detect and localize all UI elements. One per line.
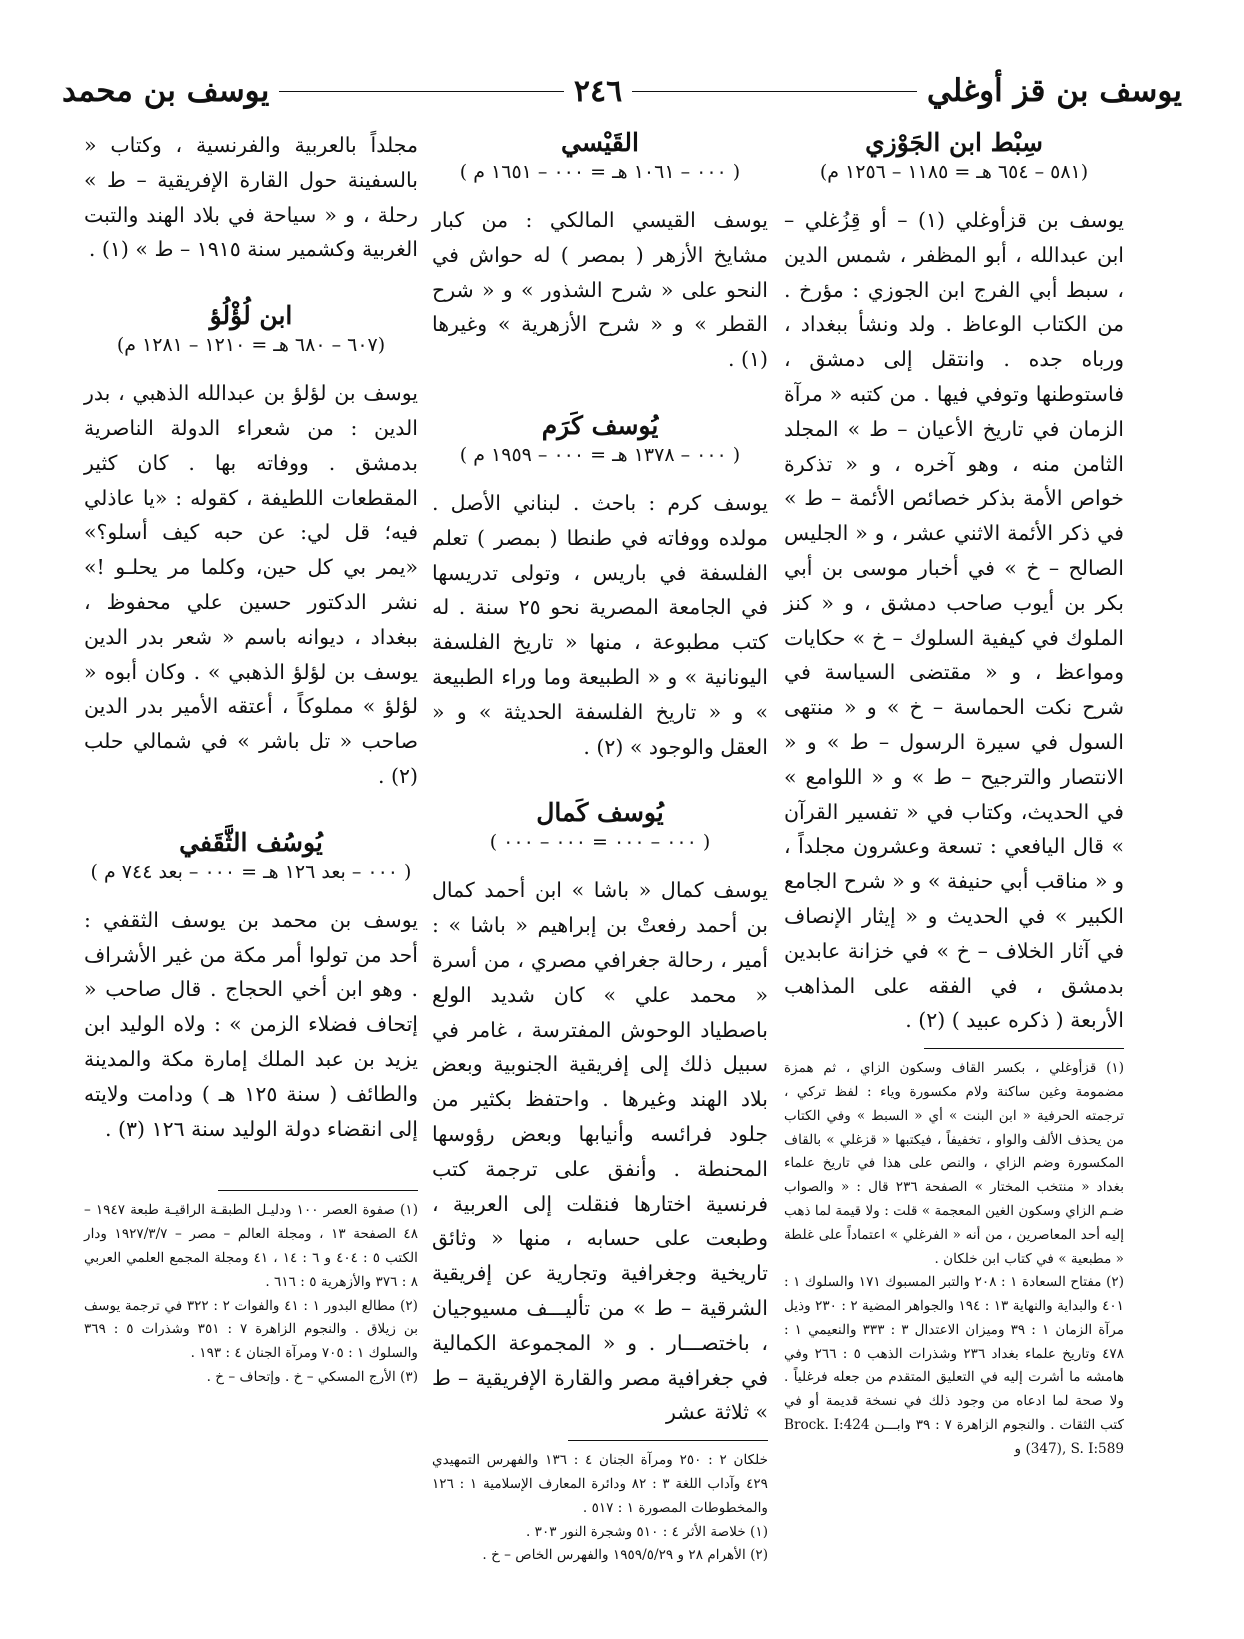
page-header [62,68,1182,114]
entry-title: القَيْسي [561,128,639,157]
entry-dates: (٦٠٧ – ٦٨٠ هـ = ١٢١٠ – ١٢٨١ م) [116,334,386,357]
footnotes [784,1057,1124,1462]
entry-title: يُوسف كَرَم [541,410,659,440]
column-left [84,128,418,1390]
footnote: (٣) الأرج المسكي – خ . وإتحاف – خ . [206,1368,418,1385]
entry-body: مجلداً بالعربية والفرنسية ، وكتاب « بالسفينة حول القارة الإفريقية – ط » رحلة ، و « سياحة في بلاد الهند والتبت الغربية وكشمير سنة ١٩١٥ – ط » (١) . [84,133,418,262]
footnote: (١) خلاصة الأثر ٤ : ٥١٠ وشجرة النور ٣٠٣ . [525,1523,768,1540]
footnote: (١) قزأوغلي ، بكسر القاف وسكون الزاي ، ثم همزة مضمومة وغين ساكنة ولام مكسورة وياء : لفظ تركي ، ترجمته الحرفية « ابن البنت » أي « السبط » وفي الكتاب من يحذف الألف والواو ، تخفيفاً ، فيكتبها « قزغلي » بالقاف المكسورة وضم الزاي ، والنص على هذا في تاريخ علماء بغداد « منتخب المختار » الصفحة ٢٣٦ قال : « والصواب ضـم الزاي وسكون الغين المعجمة » قلت : ولا قيمة لما ذهب إليه أحد المعاصرين ، من أنه « الفرغلي » اعتماداً على غلطة « مطبعية » في كتاب ابن خلكان . [784,1060,1124,1267]
header-rule [632,91,917,92]
page-number: ٢٤٦ [573,73,623,109]
column-right [784,128,1124,1462]
column-middle [432,128,768,1568]
header-left-title: يوسف بن محمد [62,73,270,109]
entry-body: يوسف كمال « باشا » ابن أحمد كمال بن أحمد رفعتْ بن إبراهيم « باشا » : أمير ، رحالة جغرافي مصري ، من أسرة « محمد علي » كان شديد الولع باصطياد الوحوش المفترسة ، غامر في سبيل ذلك إلى إفريقية الجنوبية وبعض بلاد الهند وغيرها . واحتفظ بكثير من جلود فرائسه وأنيابها وبعض رؤوسها المحنطة . وأنفق على ترجمة كتب فرنسية اختارها فنقلت إلى العربية ، وطبعت على حسابه ، منها « وثائق تاريخية وجغرافية وتجارية عن إفريقية الشرقية – ط » من تأليـــف مسيوجيان ، باختصـــار . و « المجموعة الكمالية في جغرافية مصر والقارة الإفريقية – ط » ثلاثة عشر [432,878,768,1425]
entry-body: يوسف كرم : باحث . لبناني الأصل . مولده ووفاته في طنطا ( بمصر ) تعلم الفلسفة في باريس ، وتولى تدريسها في الجامعة المصرية نحو ٢٥ سنة . له كتب مطبوعة ، منها « تاريخ الفلسفة اليونانية » و « الطبيعة وما وراء الطبيعة » و « تاريخ الفلسفة الحديثة » و « العقل والوجود » (٢) . [432,490,769,759]
entry-body: يوسف القيسي المالكي : من كبار مشايخ الأزهر ( بمصر ) له حواش في النحو على « شرح الشذور » و « شرح القطر » و « شرح الأزهرية » وغيرها (١) . [432,208,768,372]
entry-body: يوسف بن محمد بن يوسف الثقفي : أحد من تولوا أمر مكة من غير الأشراف . وهو ابن أخي الحجاج . قال صاحب « إتحاف فضلاء الزمن » : ولاه الوليد ابن يزيد بن عبد الملك إمارة مكة والمدينة والطائف ( سنة ١٢٥ هـ ) ودامت ولايته إلى انقضاء دولة الوليد سنة ١٢٦ (٣) . [84,907,419,1141]
footnote: (٢) مفتاح السعادة ١ : ٢٠٨ والتبر المسبوك ١٧١ والسلوك ١ : ٤٠١ والبداية والنهاية ١٣ : ١٩٤ والجواهر المضية ٢ : ٢٣٠ وذيل مرآة الزمان ١ : ٣٩ وميزان الاعتدال ٣ : ٣٣٣ والنعيمي ١ : ٤٧٨ وتاريخ علماء بغداد ٢٣٦ وشذرات الذهب ٥ : ٢٦٦ وفي هامشه ما أشرت إليه في التعليق المتقدم من جعله فرغلياً . ولا صحة لما ادعاه من وجود ذلك في نسخة قديمة أو في كتب الثقات . والنجوم الزاهرة ٧ : ٣٩ وابـــن Brock. I:424 (347), S. I:589 و [784,1274,1125,1457]
entry-title: سِبْط ابن الجَوْزي [865,128,1043,157]
entry-dates: ( ٠٠٠ – بعد ١٢٦ هـ = ٠٠٠ – بعد ٧٤٤ م ) [90,860,412,883]
footnote: (١) صفوة العصر ١٠٠ ودليـل الطبقـة الراقيـة طبعة ١٩٤٧ – ٤٨ الصفحة ١٣ ، ومجلة العالم – مصر – ١٩٢٧/٣/٧ ودار الكتب ٥ : ٤٠٤ و ٦ : ١٤ ، ٤١ ومجلة المجمع العلمي العربي ٨ : ٣٧٦ والأزهرية ٥ : ٦١٦ . [84,1202,419,1290]
entry-title: يُوسف كَمال [536,798,664,828]
entry-title: ابن لُؤْلُؤ [209,301,293,331]
footnote: (٢) مطالع البدور ١ : ٤١ والفوات ٢ : ٣٢٢ في ترجمة يوسف بن زيلاق . والنجوم الزاهرة ٧ : ٣٥١ وشذرات ٥ : ٣٦٩ والسلوك ١ : ٧٠٥ ومرآة الجنان ٤ : ١٩٣ . [84,1297,418,1362]
footnote: (٢) الأهرام ٢٨ و ١٩٥٩/٥/٢٩ والفهرس الخاص – خ . [482,1547,768,1564]
footnote: خلكان ٢ : ٢٥٠ ومرآة الجنان ٤ : ١٣٦ والفهرس التمهيدي ٤٢٩ وآداب اللغة ٣ : ٨٢ ودائرة المعارف الإسلامية ١ : ١٢٦ والمخطوطات المصورة ١ : ٥١٧ . [432,1452,768,1516]
header-rule [279,91,564,92]
header-right-title: يوسف بن قز أوغلي [926,73,1182,109]
entry-dates: (٥٨١ – ٦٥٤ هـ = ١١٨٥ – ١٢٥٦ م) [819,161,1089,183]
entry-body: يوسف بن لؤلؤ بن عبدالله الذهبي ، بدر الدين : من شعراء الدولة الناصرية بدمشق . ووفاته بها . كان كثير المقطعات اللطيفة ، كقوله : «يا عاذلي فيه؛ قل لي: عن حبه كيف أسلو؟» «يمر بي كل حين، وكلما مر يحلـو !» نشر الدكتور حسين علي محفوظ ، ببغداد ، ديوانه باسم « شعر بدر الدين يوسف بن لؤلؤ الذهبي » . وكان أبوه « لؤلؤ » مملوكاً ، أعتقه الأمير بدر الدين صاحب « تل باشر » في شمالي حلب (٢) . [84,381,418,788]
footnote-rule [568,1440,768,1441]
entry-title: يُوسُف الثَّقَفي [179,827,323,857]
footnotes [432,1449,768,1568]
entry-body: يوسف بن قزأوغلي (١) – أو قِزُغلي – ابن عبدالله ، أبو المظفر ، شمس الدين ، سبط أبي الفرج ابن الجوزي : مؤرخ . من الكتاب الوعاظ . ولد ونشأ ببغداد ، ورباه جده . وانتقل إلى دمشق ، فاستوطنها وتوفي فيها . من كتبه « مرآة الزمان في تاريخ الأعيان – ط » المجلد الثامن منه ، وهو آخره ، و « تذكرة خواص الأمة بذكر خصائص الأئمة – ط » في ذكر الأئمة الاثني عشر ، و « الجليس الصالح – خ » في أخبار موسى بن أبي بكر بن أيوب صاحب دمشق ، و « كنز الملوك في كيفية السلوك – خ » حكايات ومواعظ ، و « مقتضى السياسة في شرح نكت الحماسة – خ » و « منتهى السول في سيرة الرسول – ط » و « الانتصار والترجيح – ط » و « اللوامع » في الحديث، وكتاب في « تفسير القرآن » قال اليافعي : تسعة وعشرون مجلداً ، و « مناقب أبي حنيفة » و « شرح الجامع الكبير » في الحديث و « إيثار الإنصاف في آثار الخلاف – خ » في خزانة عابدين بدمشق ، في الفقه على المذاهب الأربعة ( ذكره عبيد ) (٢) . [784,208,1124,1033]
entry-dates: ( ٠٠٠ – ١٠٦١ هـ = ٠٠٠ – ١٦٥١ م ) [459,161,741,183]
footnotes [84,1199,418,1389]
footnote-rule [924,1048,1124,1049]
footnote-rule [218,1190,418,1191]
entry-dates: ( ٠٠٠ – ٠٠٠ = ٠٠٠ – ٠٠٠ ) [489,831,711,854]
entry-dates: ( ٠٠٠ – ١٣٧٨ هـ = ٠٠٠ – ١٩٥٩ م ) [459,443,741,466]
